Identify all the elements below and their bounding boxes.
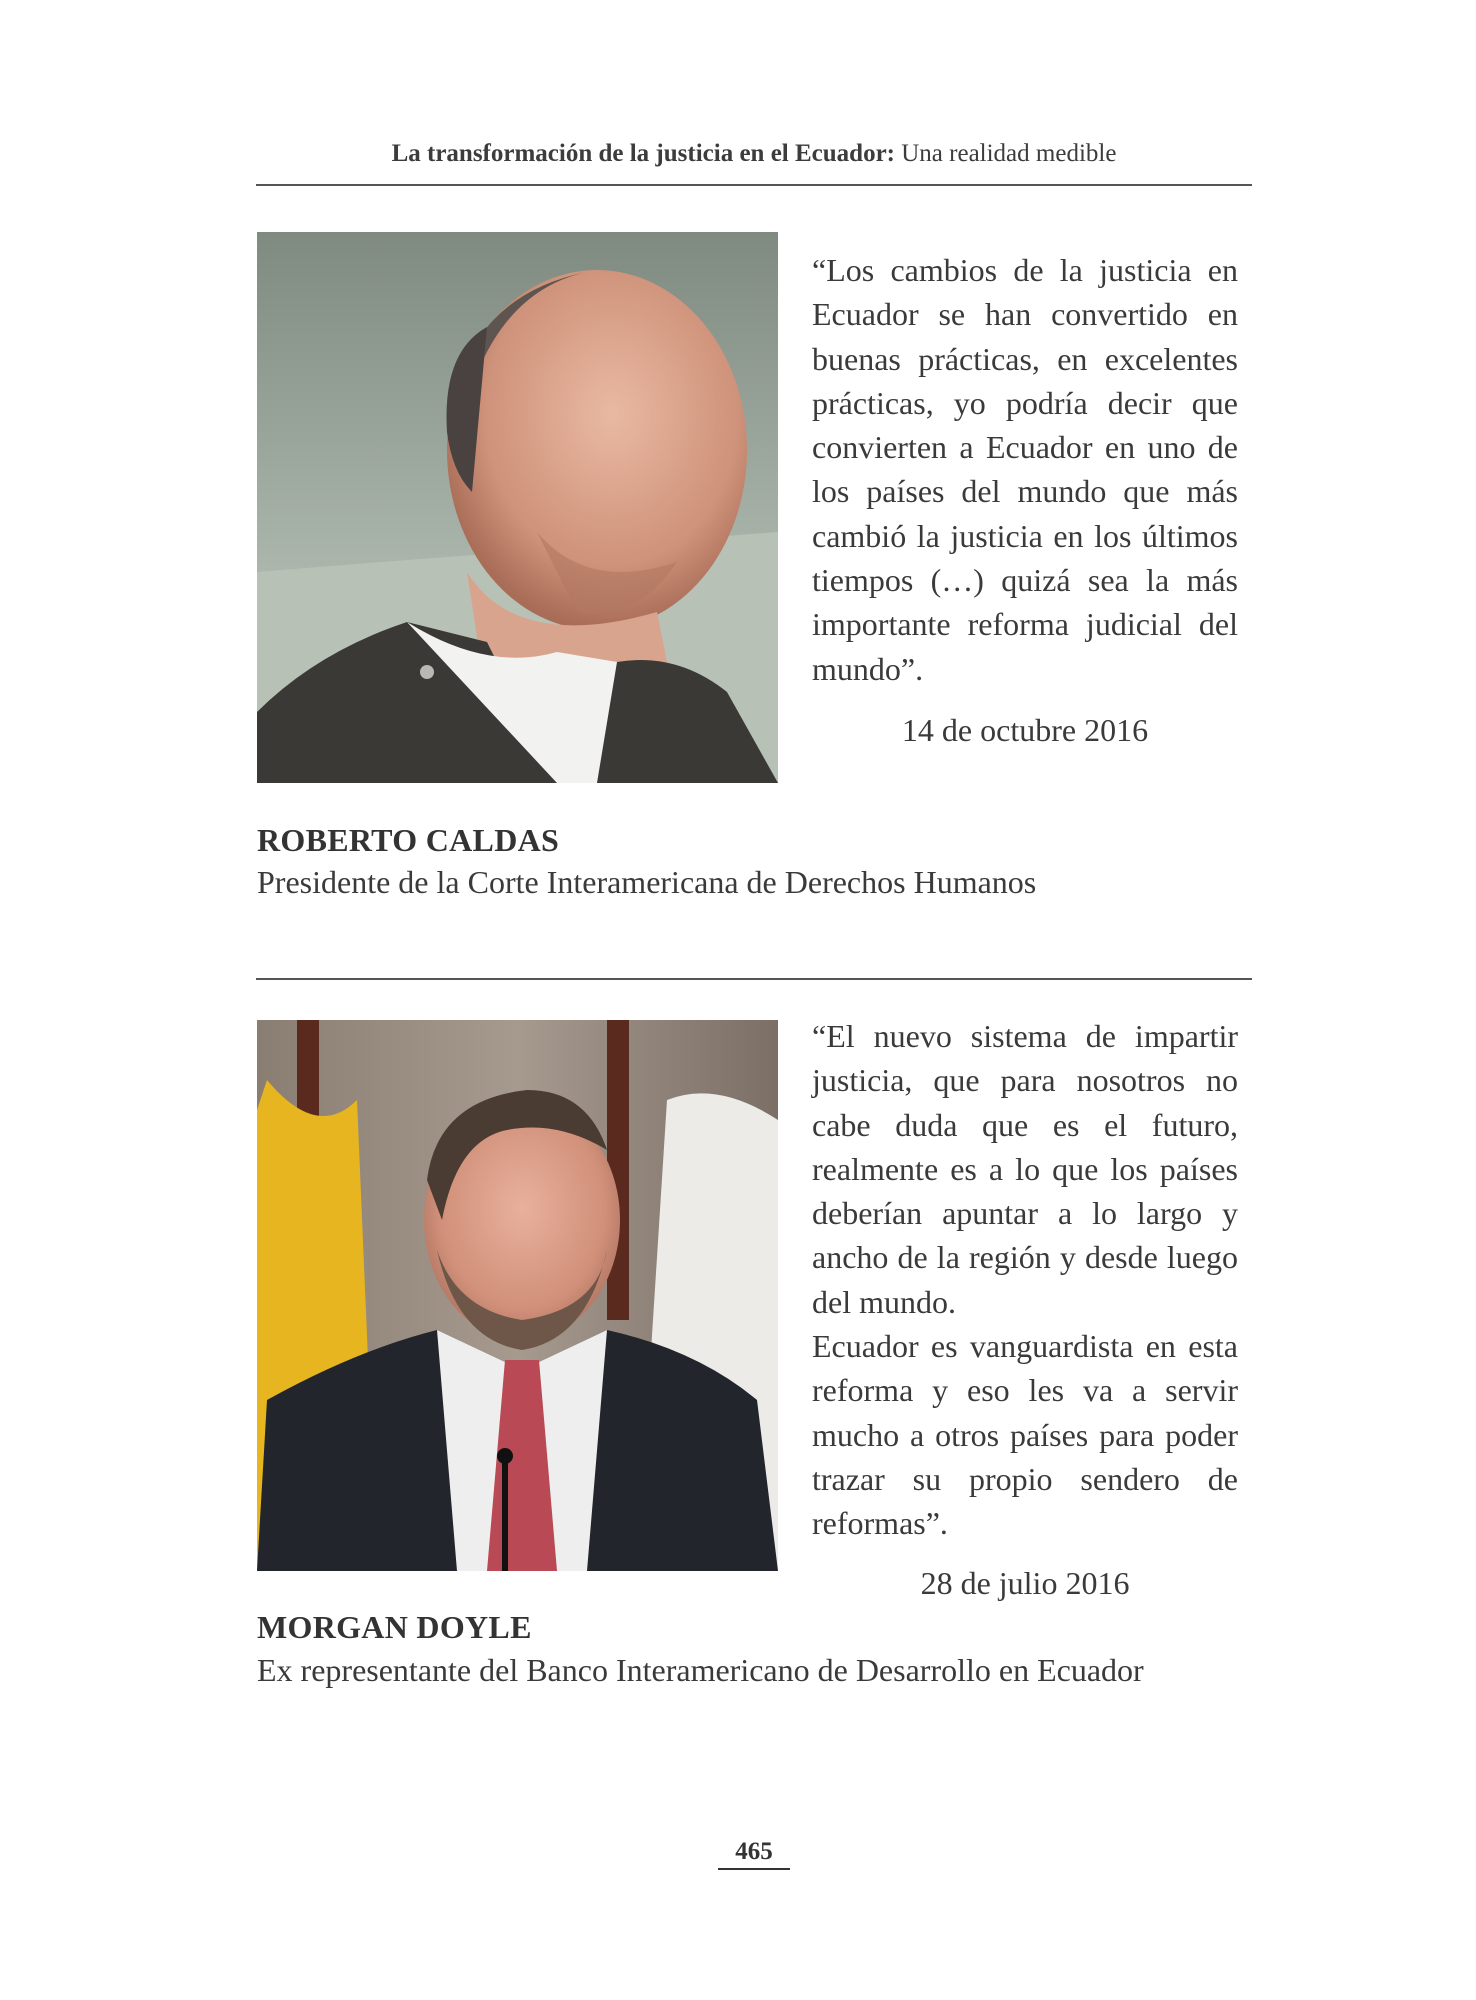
person-role-roberto-caldas: Presidente de la Corte Interamericana de Derechos Humanos: [257, 864, 1037, 900]
quote-morgan-doyle-paragraph-1: “El nuevo sistema de impartir justicia, que para nosotros no cabe duda que es el futuro, realmente es a lo que los países deberían apuntar a lo largo y ancho de la región y desde luego del mundo.: [812, 1018, 1238, 1320]
person-name-morgan-doyle: MORGAN DOYLE: [257, 1609, 532, 1645]
quote-morgan-doyle: [812, 1014, 1238, 1546]
header-title-rest: Una realidad medible: [901, 140, 1117, 167]
section-divider: [256, 978, 1252, 980]
quote-morgan-doyle-paragraph-2: Ecuador es vanguardista en esta reforma y eso les va a servir mucho a otros países para poder trazar su propio sendero de reformas”.: [812, 1328, 1238, 1542]
portrait-morgan-doyle: [257, 1020, 778, 1571]
header-title-bold: La transformación de la justicia en el Ecuador:: [391, 140, 895, 167]
person-name-roberto-caldas: ROBERTO CALDAS: [257, 822, 560, 858]
quote-roberto-caldas: “Los cambios de la justicia en Ecuador se han convertido en buenas prácticas, en excelentes prácticas, yo podría decir que convierten a Ecuador en uno de los países del mundo que más cambió la justicia en los últimos tiempos (…) quizá sea la más importante reforma judicial del mundo”.: [812, 252, 1238, 687]
portrait-roberto-caldas: [257, 232, 778, 783]
quote-date-morgan-doyle: 28 de julio 2016: [920, 1565, 1130, 1601]
page-number: 465: [718, 1838, 790, 1870]
header-rule: [256, 184, 1252, 186]
quote-date-roberto-caldas: 14 de octubre 2016: [901, 712, 1149, 748]
person-role-morgan-doyle: Ex representante del Banco Interamericano de Desarrollo en Ecuador: [257, 1652, 1144, 1688]
running-header: [256, 140, 1252, 168]
